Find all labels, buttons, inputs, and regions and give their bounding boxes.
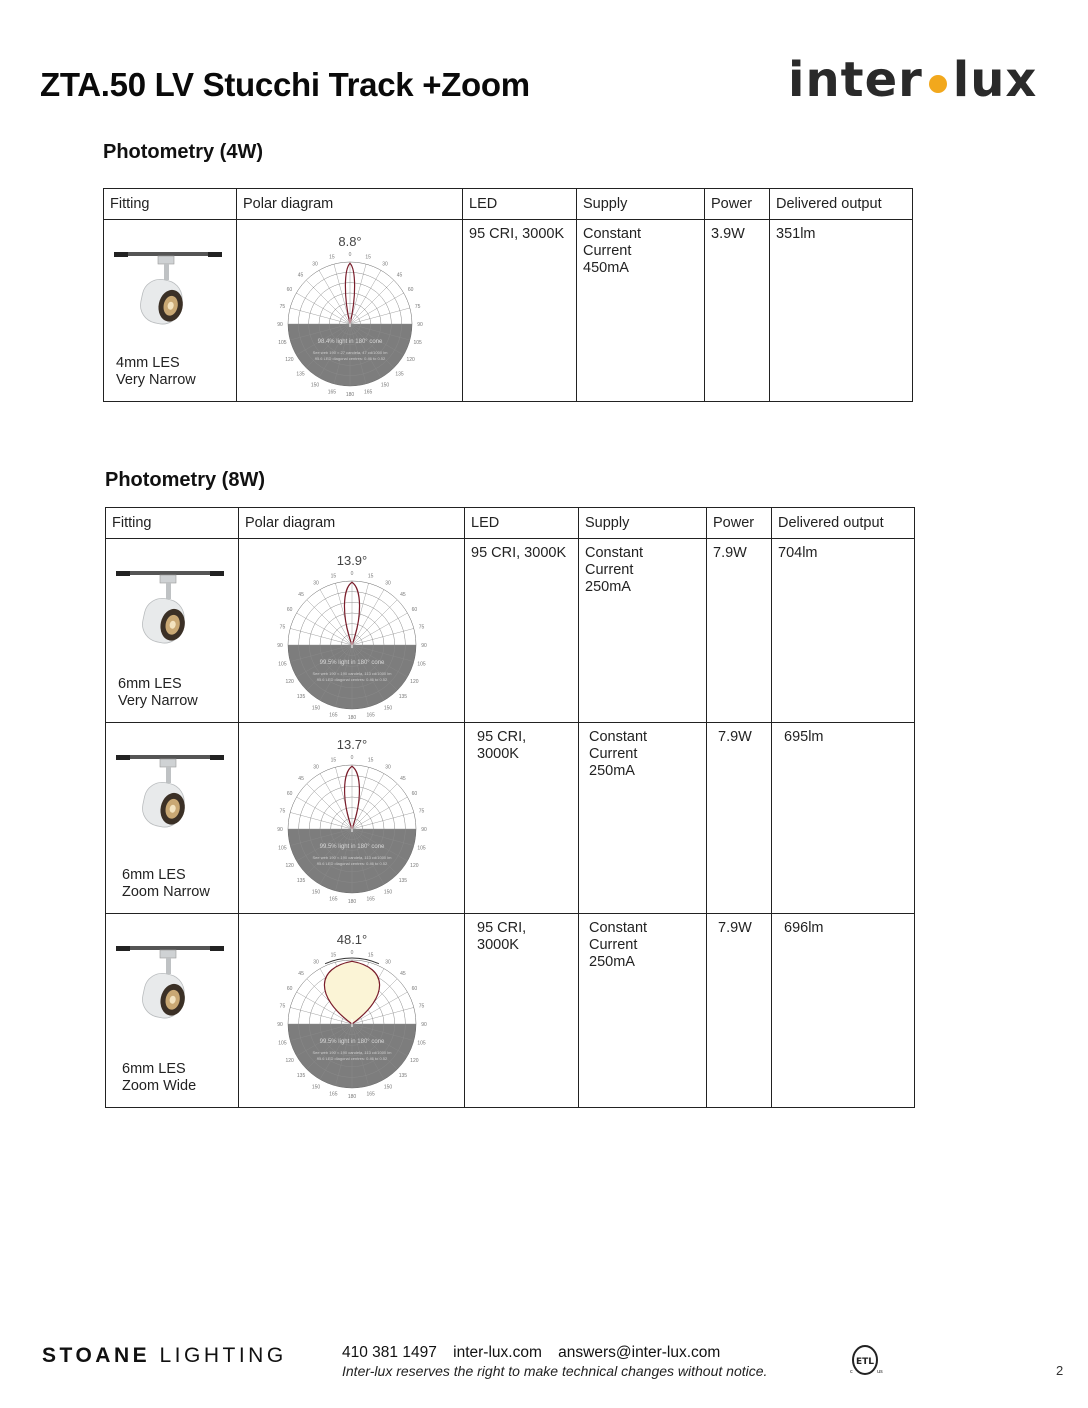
table-row — [104, 220, 913, 402]
polar-angle-label: 0 — [350, 950, 354, 956]
polar-angle-label: 90 — [277, 827, 283, 833]
polar-spoke — [307, 600, 352, 645]
page-number: 2 — [1056, 1363, 1064, 1378]
polar-angle-label: 45 — [400, 971, 406, 978]
svg-text:c: c — [850, 1369, 853, 1375]
polar-angle-label: 150 — [310, 382, 320, 389]
power-cell: 3.9W — [705, 220, 770, 402]
polar-angle-label: 45 — [297, 272, 304, 279]
led-cell: 95 CRI, 3000K — [465, 914, 579, 1108]
track-spotlight-image — [114, 749, 232, 839]
polar-angle-label: 180 — [347, 899, 357, 905]
polar-angle-label: 120 — [285, 679, 294, 685]
table-row — [106, 914, 915, 1108]
col-header-led: LED — [463, 189, 577, 220]
polar-angle-label: 135 — [398, 1072, 408, 1079]
polar-angle-label: 165 — [366, 896, 375, 903]
polar-angle-label: 105 — [278, 340, 287, 347]
col-header-output: Delivered output — [772, 508, 915, 539]
polar-beam-angle: 8.8° — [338, 234, 362, 249]
polar-angle-label: 0 — [348, 252, 352, 258]
polar-angle-label: 150 — [311, 705, 321, 712]
polar-spoke — [297, 613, 352, 645]
footer-phone: 410 381 1497 — [342, 1344, 437, 1361]
polar-angle-label: 135 — [398, 877, 408, 884]
polar-detail: 95.6 LED diagonal centres: 0.46 to 0.52 — [316, 677, 388, 682]
polar-angle-label: 150 — [380, 382, 390, 389]
polar-detail: 95.6 LED diagonal centres: 0.46 to 0.52 — [316, 1056, 388, 1061]
polar-angle-label: 30 — [313, 764, 319, 771]
fitting-label: 4mm LES Very Narrow — [116, 355, 196, 388]
polar-angle-label: 75 — [279, 624, 286, 631]
table-header-row — [104, 189, 913, 220]
polar-angle-label: 150 — [311, 1084, 321, 1091]
polar-angle-label: 180 — [345, 392, 355, 398]
col-header-led: LED — [465, 508, 579, 539]
polar-angle-label: 15 — [367, 573, 374, 580]
polar-cell — [239, 539, 465, 723]
polar-spoke — [352, 797, 407, 829]
polar-diagram — [277, 723, 427, 911]
polar-angle-label: 30 — [313, 580, 319, 587]
fitting-label: 6mm LES Zoom Narrow — [122, 867, 210, 900]
polar-spoke — [350, 293, 404, 324]
col-header-fitting: Fitting — [104, 189, 237, 220]
polar-angle-label: 150 — [311, 889, 321, 896]
polar-angle-label: 180 — [347, 715, 357, 721]
polar-beam-angle: 13.7° — [336, 737, 368, 752]
polar-summary: 99.5% light in 180° cone — [319, 844, 385, 850]
polar-angle-label: 90 — [421, 643, 427, 649]
polar-angle-label: 15 — [330, 573, 337, 580]
polar-detail: 95.6 LED diagonal centres: 0.46 to 0.52 — [316, 861, 388, 866]
polar-angle-label: 0 — [350, 755, 354, 761]
polar-spoke — [306, 280, 350, 324]
polar-summary: 99.5% light in 180° cone — [319, 660, 385, 666]
polar-angle-label: 120 — [410, 679, 419, 685]
footer-website-link[interactable]: inter-lux.com — [453, 1344, 542, 1361]
polar-angle-label: 60 — [286, 287, 293, 293]
led-cell: 95 CRI, 3000K — [463, 220, 577, 402]
polar-angle-label: 105 — [278, 661, 287, 668]
col-header-output: Delivered output — [770, 189, 913, 220]
polar-spoke — [320, 590, 352, 645]
polar-angle-label: 45 — [298, 776, 304, 783]
polar-detail: See web 190 = 27 candela, 47 cd/1000 lm — [312, 350, 388, 355]
polar-spoke — [320, 774, 352, 829]
polar-angle-label: 15 — [367, 952, 374, 959]
output-cell: 696lm — [772, 914, 915, 1108]
polar-angle-label: 30 — [382, 261, 388, 268]
output-cell: 351lm — [770, 220, 913, 402]
table-row — [106, 539, 915, 723]
polar-angle-label: 15 — [367, 757, 374, 764]
polar-angle-label: 120 — [285, 1058, 294, 1064]
photometry-table-4w — [103, 188, 913, 402]
polar-cell — [239, 723, 465, 914]
table-header-row — [106, 508, 915, 539]
polar-spoke — [352, 613, 407, 645]
polar-summary: 99.5% light in 180° cone — [319, 1039, 385, 1045]
polar-angle-label: 150 — [383, 889, 393, 896]
polar-angle-label: 165 — [329, 712, 338, 719]
polar-angle-label: 135 — [296, 693, 306, 700]
output-cell: 704lm — [772, 539, 915, 723]
polar-angle-label: 75 — [418, 624, 425, 631]
polar-detail: See web 190 = 190 candela, 113 cd/1000 lm — [312, 671, 392, 676]
polar-angle-label: 105 — [417, 845, 426, 852]
polar-spoke — [307, 784, 352, 829]
polar-angle-label: 165 — [366, 712, 375, 719]
polar-angle-label: 90 — [277, 643, 283, 649]
supply-cell: Constant Current 250mA — [579, 539, 707, 723]
polar-angle-label: 105 — [278, 845, 287, 852]
polar-angle-label: 105 — [413, 340, 422, 347]
polar-cell — [237, 220, 463, 402]
polar-angle-label: 135 — [296, 877, 306, 884]
polar-angle-label: 180 — [347, 1094, 357, 1100]
polar-angle-label: 60 — [411, 607, 418, 613]
fitting-cell — [106, 914, 239, 1108]
polar-angle-label: 15 — [330, 952, 337, 959]
polar-angle-label: 75 — [418, 808, 425, 815]
polar-angle-label: 150 — [383, 705, 393, 712]
polar-spoke — [352, 600, 397, 645]
polar-diagram — [275, 220, 425, 400]
supply-cell: Constant Current 250mA — [579, 914, 707, 1108]
polar-angle-label: 120 — [410, 863, 419, 869]
footer-disclaimer: Inter-lux reserves the right to make technical changes without notice. — [342, 1363, 768, 1379]
polar-diagram — [277, 539, 427, 721]
polar-angle-label: 30 — [385, 764, 391, 771]
col-header-power: Power — [705, 189, 770, 220]
fitting-label: 6mm LES Zoom Wide — [122, 1061, 197, 1094]
polar-angle-label: 165 — [329, 896, 338, 903]
polar-angle-label: 0 — [350, 571, 354, 577]
polar-summary: 98.4% light in 180° cone — [317, 339, 383, 345]
polar-angle-label: 120 — [285, 357, 294, 363]
fitting-cell — [106, 723, 239, 914]
polar-angle-label: 45 — [400, 776, 406, 783]
polar-spoke — [352, 784, 397, 829]
svg-text:ETL: ETL — [855, 1357, 875, 1367]
polar-angle-label: 105 — [417, 661, 426, 668]
polar-angle-label: 30 — [385, 959, 391, 966]
table-row — [106, 723, 915, 914]
supply-cell: Constant Current 250mA — [579, 723, 707, 914]
col-header-fitting: Fitting — [106, 508, 239, 539]
section-title-4w: Photometry (4W) — [103, 141, 263, 163]
power-cell: 7.9W — [707, 723, 772, 914]
svg-text:us: us — [877, 1369, 883, 1375]
polar-beam-angle: 48.1° — [336, 932, 368, 947]
polar-angle-label: 45 — [396, 272, 403, 279]
polar-angle-label: 90 — [421, 827, 427, 833]
polar-spoke — [350, 280, 394, 324]
polar-spoke — [352, 590, 384, 645]
power-cell: 7.9W — [707, 539, 772, 723]
polar-detail: See web 190 = 190 candela, 113 cd/1000 lm — [312, 855, 392, 860]
polar-angle-label: 75 — [418, 1003, 425, 1010]
logo-text-right: lux — [952, 52, 1038, 108]
polar-angle-label: 75 — [279, 808, 286, 815]
fitting-label: 6mm LES Very Narrow — [118, 676, 198, 709]
col-header-polar: Polar diagram — [237, 189, 463, 220]
polar-angle-label: 120 — [406, 357, 415, 363]
polar-angle-label: 105 — [278, 1040, 287, 1047]
led-cell: 95 CRI, 3000K — [465, 539, 579, 723]
fitting-cell — [106, 539, 239, 723]
polar-angle-label: 165 — [327, 389, 337, 396]
polar-angle-label: 90 — [421, 1022, 427, 1028]
power-cell: 7.9W — [707, 914, 772, 1108]
polar-angle-label: 135 — [395, 371, 404, 378]
polar-angle-label: 135 — [296, 1072, 306, 1079]
section-title-8w: Photometry (8W) — [105, 469, 265, 491]
polar-angle-label: 135 — [398, 693, 408, 700]
polar-angle-label: 120 — [285, 863, 294, 869]
page-title: ZTA.50 LV Stucchi Track +Zoom — [40, 66, 530, 103]
supply-cell: Constant Current 450mA — [577, 220, 705, 402]
polar-angle-label: 15 — [365, 254, 371, 261]
photometry-table-8w — [105, 507, 915, 1108]
polar-beam-angle: 13.9° — [336, 553, 368, 568]
polar-angle-label: 90 — [417, 322, 423, 328]
inter-lux-logo — [788, 52, 1038, 108]
polar-angle-label: 75 — [279, 1003, 286, 1010]
polar-angle-label: 165 — [363, 389, 373, 396]
logo-text-left: inter — [788, 52, 923, 108]
polar-angle-label: 150 — [383, 1084, 393, 1091]
col-header-supply: Supply — [579, 508, 707, 539]
polar-angle-label: 30 — [312, 261, 318, 268]
polar-spoke — [296, 293, 350, 324]
track-spotlight-image — [114, 940, 232, 1030]
polar-angle-label: 135 — [296, 371, 305, 378]
track-spotlight-image — [112, 246, 230, 336]
polar-angle-label: 105 — [417, 1040, 426, 1047]
fitting-cell — [104, 220, 237, 402]
polar-spoke — [297, 797, 352, 829]
polar-detail: See web 190 = 190 candela, 113 cd/1000 lm — [312, 1050, 392, 1055]
polar-angle-label: 165 — [329, 1091, 338, 1098]
etl-certification-icon — [846, 1344, 888, 1378]
polar-angle-label: 90 — [277, 322, 283, 328]
polar-spoke — [352, 774, 384, 829]
polar-detail: 95.6 LED diagonal centres: 0.46 to 0.52 — [314, 356, 386, 361]
footer-contact — [342, 1344, 732, 1362]
polar-angle-label: 165 — [366, 1091, 375, 1098]
col-header-polar: Polar diagram — [239, 508, 465, 539]
led-cell: 95 CRI, 3000K — [465, 723, 579, 914]
polar-angle-label: 45 — [298, 971, 304, 978]
polar-angle-label: 60 — [286, 607, 293, 613]
col-header-power: Power — [707, 508, 772, 539]
polar-angle-label: 45 — [400, 592, 406, 599]
polar-angle-label: 75 — [414, 303, 421, 310]
output-cell: 695lm — [772, 723, 915, 914]
logo-dot — [929, 75, 947, 93]
polar-angle-label: 30 — [313, 959, 319, 966]
track-spotlight-image — [114, 565, 232, 655]
polar-angle-label: 15 — [330, 757, 337, 764]
polar-angle-label: 30 — [385, 580, 391, 587]
col-header-supply: Supply — [577, 189, 705, 220]
polar-angle-label: 120 — [410, 1058, 419, 1064]
polar-angle-label: 60 — [411, 986, 418, 992]
polar-angle-label: 75 — [279, 303, 286, 310]
polar-angle-label: 15 — [329, 254, 335, 261]
polar-angle-label: 90 — [277, 1022, 283, 1028]
polar-angle-label: 60 — [407, 287, 414, 293]
polar-angle-label: 60 — [286, 791, 293, 797]
polar-angle-label: 60 — [286, 986, 293, 992]
polar-angle-label: 60 — [411, 791, 418, 797]
polar-angle-label: 45 — [298, 592, 304, 599]
polar-diagram — [277, 914, 427, 1104]
stoane-lighting-logo: STOANE LIGHTING — [42, 1344, 287, 1367]
polar-cell — [239, 914, 465, 1108]
footer-email-link[interactable]: answers@inter-lux.com — [558, 1344, 721, 1361]
